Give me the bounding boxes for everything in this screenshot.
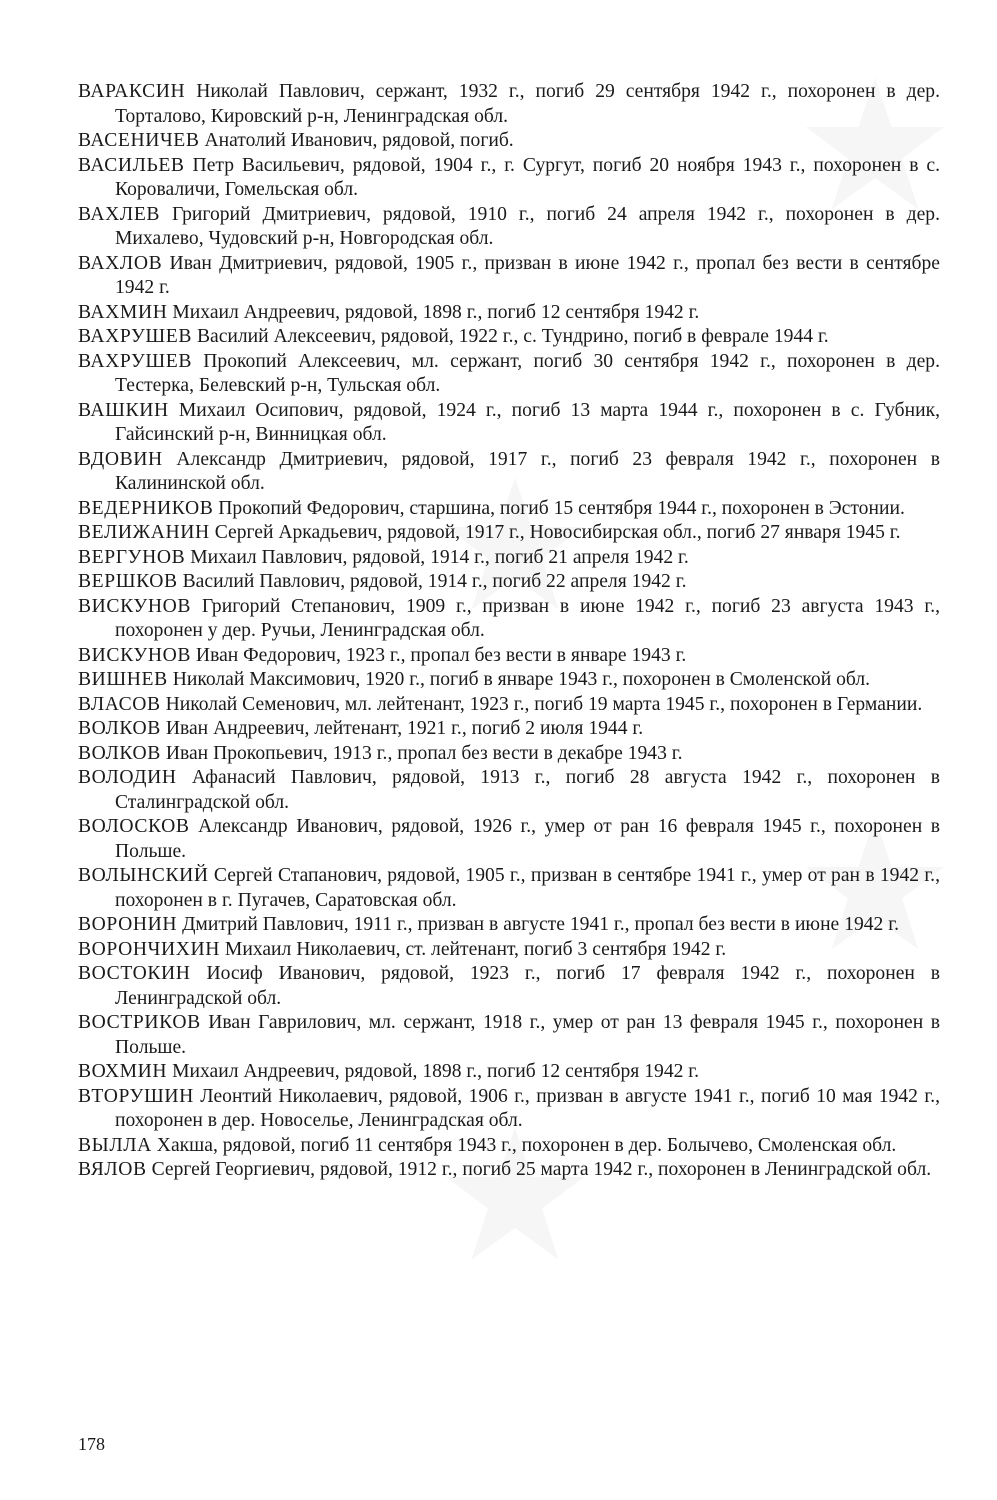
list-item [78, 668, 940, 693]
list-item [78, 203, 940, 252]
list-item [78, 570, 940, 595]
list-item [78, 1134, 940, 1159]
entry-details: Иосиф Иванович, рядовой, 1923 г., погиб 17 февраля 1942 г., похоронен в Ленинградской обл. [115, 963, 940, 1009]
list-item [78, 325, 940, 350]
entry-surname: ВАШКИН [78, 399, 169, 421]
entry-surname: ВДОВИН [78, 448, 163, 470]
list-item [78, 717, 940, 742]
entry-details: Александр Иванович, рядовой, 1926 г., умер от ран 16 февраля 1945 г., похоронен в Польше. [115, 816, 940, 862]
list-item [78, 80, 940, 129]
entry-surname: ВЕРШКОВ [78, 571, 178, 592]
list-item [78, 1085, 940, 1134]
entry-surname: ВИСКУНОВ [78, 595, 192, 617]
entry-surname: ВОЛКОВ [78, 742, 161, 764]
entry-surname: ВОСТРИКОВ [78, 1012, 201, 1033]
entry-surname: ВАСЕНИЧЕВ [78, 130, 200, 151]
list-item [78, 521, 940, 546]
entry-details: Григорий Дмитриевич, рядовой, 1910 г., погиб 24 апреля 1942 г., похоронен в дер. Михалево, Чудовский р-н, Новгородская обл. [115, 203, 940, 249]
entry-details: Сергей Стапанович, рядовой, 1905 г., призван в сентябре 1941 г., умер от ран в 1942 г., похоронен в г. Пугачев, Саратовская обл. [115, 865, 940, 911]
entry-details: Афанасий Павлович, рядовой, 1913 г., погиб 28 августа 1942 г., похоронен в Сталинградской обл. [115, 767, 940, 813]
entry-surname: ВАХМИН [78, 301, 168, 323]
list-item [78, 448, 940, 497]
list-item [78, 154, 940, 203]
entry-details: Иван Гаврилович, мл. сержант, 1918 г., умер от ран 13 февраля 1945 г., похоронен в Польше. [115, 1012, 940, 1058]
list-item [78, 129, 940, 154]
list-item [78, 938, 940, 963]
entry-surname: ВИШНЕВ [78, 669, 168, 690]
list-item [78, 301, 940, 326]
entry-details: Петр Васильевич, рядовой, 1904 г., г. Сургут, погиб 20 ноября 1943 г., похоронен в с. Короваличи, Гомельская обл. [115, 154, 940, 200]
entry-details: Михаил Павлович, рядовой, 1914 г., погиб 21 апреля 1942 г. [190, 546, 689, 568]
memorial-entry-list [78, 80, 940, 1183]
entry-surname: ВАХРУШЕВ [78, 350, 193, 372]
entry-surname: ВАСИЛЬЕВ [78, 154, 185, 176]
list-item [78, 766, 940, 815]
entry-surname: ВЕДЕРНИКОВ [78, 497, 214, 519]
entry-surname: ВОСТОКИН [78, 963, 191, 984]
entry-surname: ВЯЛОВ [78, 1159, 147, 1180]
list-item [78, 497, 940, 522]
list-item [78, 913, 940, 938]
list-item [78, 962, 940, 1011]
entry-details: Хакша, рядовой, погиб 11 сентября 1943 г., похоронен в дер. Болычево, Смоленская обл. [156, 1134, 897, 1156]
entry-details: Николай Семенович, мл. лейтенант, 1923 г., погиб 19 марта 1945 г., похоронен в Германии. [165, 693, 923, 715]
entry-surname: ВАХРУШЕВ [78, 326, 193, 347]
list-item [78, 1011, 940, 1060]
entry-surname: ВИСКУНОВ [78, 644, 192, 666]
entry-details: Иван Дмитриевич, рядовой, 1905 г., призван в июне 1942 г., пропал без вести в сентябре 1942 г. [115, 252, 940, 298]
entry-details: Дмитрий Павлович, 1911 г., призван в августе 1941 г., пропал без вести в июне 1942 г. [182, 914, 899, 935]
entry-details: Иван Федорович, 1923 г., пропал без вести в январе 1943 г. [195, 644, 687, 666]
list-item [78, 546, 940, 571]
entry-surname: ВОЛКОВ [78, 718, 161, 739]
entry-details: Николай Максимович, 1920 г., погиб в январе 1943 г., похоронен в Смоленской обл. [172, 669, 871, 690]
entry-details: Василий Алексеевич, рядовой, 1922 г., с. Тундрино, погиб в феврале 1944 г. [196, 326, 829, 347]
list-item [78, 252, 940, 301]
entry-details: Михаил Андреевич, рядовой, 1898 г., погиб 12 сентября 1942 г. [172, 1061, 700, 1082]
entry-surname: ВОРОНЧИХИН [78, 938, 220, 960]
entry-surname: ВОХМИН [78, 1061, 168, 1082]
list-item [78, 350, 940, 399]
entry-details: Александр Дмитриевич, рядовой, 1917 г., погиб 23 февраля 1942 г., похоронен в Калининской обл. [115, 448, 941, 494]
list-item [78, 644, 940, 669]
entry-surname: ВЕЛИЖАНИН [78, 522, 210, 543]
entry-details: Василий Павлович, рядовой, 1914 г., погиб 22 апреля 1942 г. [182, 571, 687, 592]
entry-details: Иван Прокопьевич, 1913 г., пропал без вести в декабре 1943 г. [165, 742, 683, 764]
entry-surname: ВОЛОСКОВ [78, 816, 190, 837]
list-item [78, 864, 940, 913]
entry-surname: ВЫЛЛА [78, 1134, 152, 1156]
entry-surname: ВАХЛЕВ [78, 203, 161, 225]
entry-details: Леонтий Николаевич, рядовой, 1906 г., призван в августе 1941 г., погиб 10 мая 1942 г., похоронен в дер. Новоселье, Ленинградская обл. [115, 1085, 940, 1131]
entry-details: Прокопий Алексеевич, мл. сержант, погиб 30 сентября 1942 г., похоронен в дер. Тестерка, Белевский р-н, Тульская обл. [115, 350, 941, 396]
entry-details: Михаил Николаевич, ст. лейтенант, погиб 3 сентября 1942 г. [224, 938, 727, 960]
entry-details: Сергей Аркадьевич, рядовой, 1917 г., Новосибирская обл., погиб 27 января 1945 г. [214, 522, 901, 543]
entry-details: Прокопий Федорович, старшина, погиб 15 сентября 1944 г., похоронен в Эстонии. [218, 497, 905, 519]
entry-surname: ВТОРУШИН [78, 1085, 194, 1107]
entry-surname: ВОЛЫНСКИЙ [78, 865, 209, 886]
entry-surname: ВАРАКСИН [78, 81, 186, 102]
entry-surname: ВОЛОДИН [78, 767, 177, 788]
entry-details: Михаил Андреевич, рядовой, 1898 г., погиб 12 сентября 1942 г. [172, 301, 700, 323]
list-item [78, 815, 940, 864]
entry-surname: ВАХЛОВ [78, 252, 163, 274]
entry-details: Сергей Георгиевич, рядовой, 1912 г., погиб 25 марта 1942 г., похоронен в Ленинградской обл. [151, 1159, 932, 1180]
entry-details: Анатолий Иванович, рядовой, погиб. [204, 130, 514, 151]
entry-surname: ВЕРГУНОВ [78, 546, 186, 568]
list-item [78, 1060, 940, 1085]
list-item [78, 742, 940, 767]
entry-surname: ВОРОНИН [78, 914, 178, 935]
entry-details: Михаил Осипович, рядовой, 1924 г., погиб 13 марта 1944 г., похоронен в с. Губник, Гайсинский р-н, Винницкая обл. [115, 399, 940, 445]
list-item [78, 595, 940, 644]
list-item [78, 1158, 940, 1183]
entry-details: Николай Павлович, сержант, 1932 г., погиб 29 сентября 1942 г., похоронен в дер. Торталово, Кировский р-н, Ленинградская обл. [115, 81, 940, 127]
entry-details: Григорий Степанович, 1909 г., призван в июне 1942 г., погиб 23 августа 1943 г., похоронен у дер. Ручьи, Ленинградская обл. [115, 595, 940, 641]
entry-details: Иван Андреевич, лейтенант, 1921 г., погиб 2 июля 1944 г. [165, 718, 644, 739]
entry-surname: ВЛАСОВ [78, 693, 161, 715]
list-item [78, 399, 940, 448]
list-item [78, 693, 940, 718]
page-number: 178 [78, 1434, 105, 1454]
